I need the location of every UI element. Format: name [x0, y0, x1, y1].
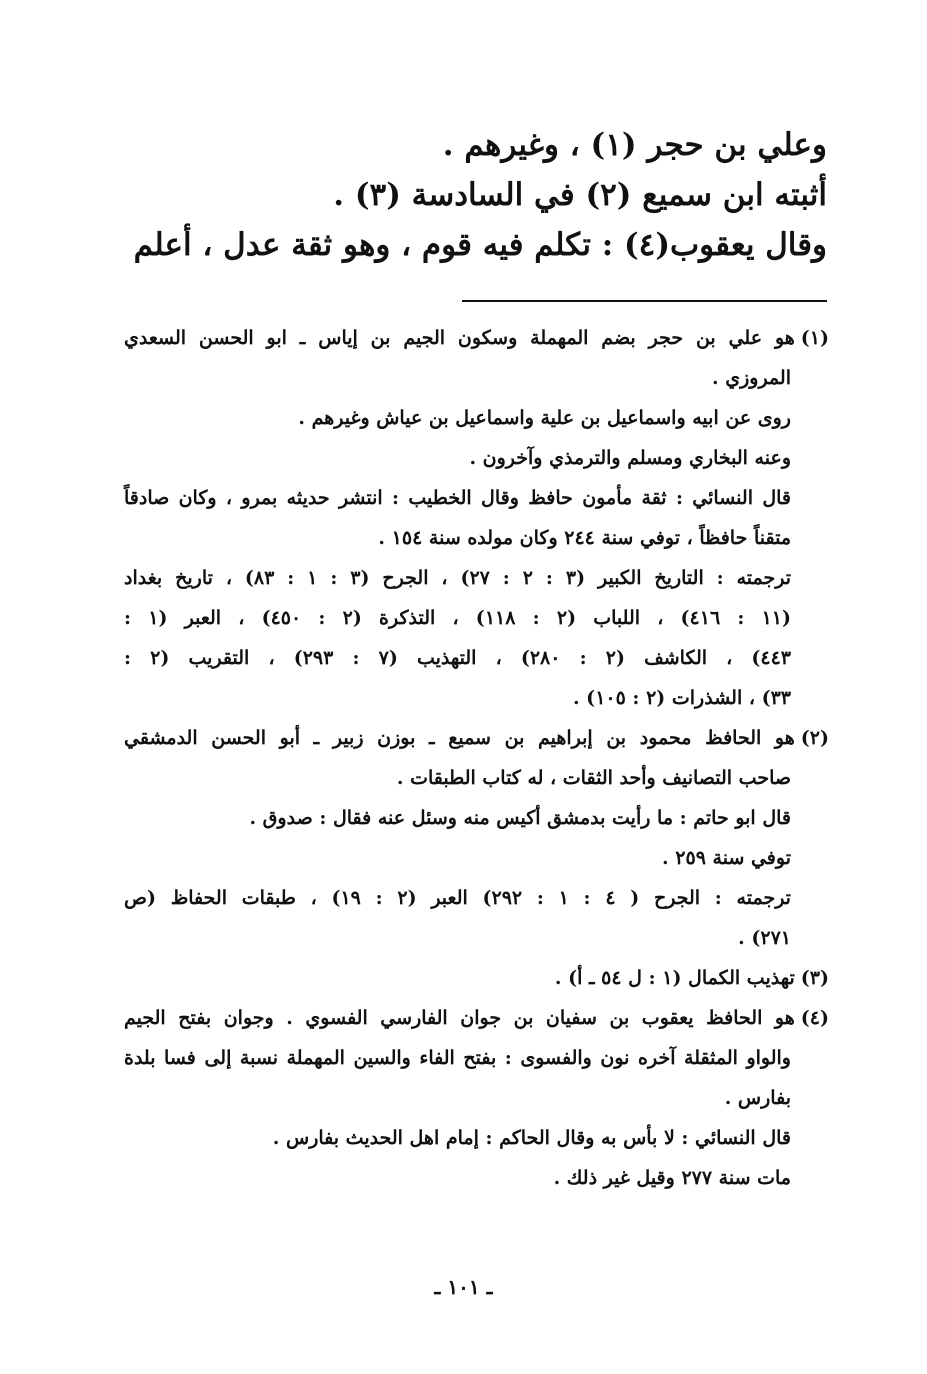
footnote-1 — [124, 318, 829, 718]
footnote-line: قال ابو حاتم : ما رأيت بدمشق أكيس منه وسئل عنه فقال : صدوق . — [249, 807, 791, 829]
footnote-line: ترجمته : الجرح ( ٤ : ١ : ٢٩٢) العبر (٢ : ١٩) ، طبقات الحفاظ (ص — [124, 887, 791, 909]
footnote-number: (٤) — [800, 1007, 829, 1029]
footnote-line: متقناً حافظاً ، توفي سنة ٢٤٤ وكان مولده سنة ١٥٤ . — [378, 527, 791, 549]
footnote-line: صاحب التصانيف وأحد الثقات ، له كتاب الطبقات . — [396, 767, 791, 789]
footnote-line: (٢)هو الحافظ محمود بن إبراهيم بن سميع ـ بوزن زبير ـ أبو الحسن الدمشقي — [124, 727, 829, 749]
footnote-line: ٣٣) ، الشذرات (٢ : ١٠٥) . — [572, 687, 791, 709]
footnote-2 — [124, 718, 829, 958]
footnotes — [124, 318, 829, 1198]
page-number: ـ ١٠١ ـ — [434, 1275, 493, 1299]
footnote-line: ٢٧١) . — [738, 927, 791, 949]
footnote-number: (٢) — [800, 727, 829, 749]
footnote-line: وعنه البخاري ومسلم والترمذي وآخرون . — [469, 447, 791, 469]
footnote-line: (١)هو علي بن حجر بضم المهملة وسكون الجيم بن إياس ـ ابو الحسن السعدي — [124, 327, 829, 349]
footnote-line: مات سنة ٢٧٧ وقيل غير ذلك . — [553, 1167, 791, 1189]
footnote-separator — [462, 300, 827, 302]
footnote-line: ترجمته : التاريخ الكبير (٣ : ٢ : ٢٧) ، الجرح (٣ : ١ : ٨٣) ، تاريخ بغداد — [124, 567, 792, 589]
footnote-number: (٣) — [800, 967, 829, 989]
footnote-line: (٣)تهذيب الكمال (١ : ل ٥٤ ـ أ) . — [554, 967, 829, 989]
footnote-line: توفي سنة ٢٥٩ . — [662, 847, 791, 869]
main-text-line: أثبته ابن سميع (٢) في السادسة (٣) . — [333, 177, 827, 213]
footnote-line: (٤)هو الحافظ يعقوب بن سفيان بن جوان الفارسي الفسوي . وجوان بفتح الجيم — [124, 1007, 829, 1029]
footnote-line: (١١ : ٤١٦) ، اللباب (٢ : ١١٨) ، التذكرة (٢ : ٤٥٠) ، العبر (١ : — [124, 607, 791, 629]
main-text-line: وقال يعقوب(٤) : تكلم فيه قوم ، وهو ثقة عدل ، أعلم — [133, 227, 827, 263]
footnote-number: (١) — [800, 327, 829, 349]
footnote-4 — [124, 998, 829, 1198]
footnote-3 — [124, 958, 829, 998]
footnote-line: المروزي . — [712, 367, 791, 389]
main-text-line: وعلي بن حجر (١) ، وغيرهم . — [442, 127, 827, 163]
footnote-line: ٤٤٣) ، الكاشف (٢ : ٢٨٠) ، التهذيب (٧ : ٢٩٣) ، التقريب (٢ : — [124, 647, 792, 669]
footnote-line: روى عن ابيه واسماعيل بن علية واسماعيل بن عياش وغيرهم . — [298, 407, 791, 429]
main-text — [127, 120, 827, 270]
footnote-line: والواو المثقلة آخره نون والفسوى : بفتح الفاء والسين المهملة نسبة إلى فسا بلدة — [124, 1047, 791, 1069]
footnote-line: قال النسائي : لا بأس به وقال الحاكم : إمام اهل الحديث بفارس . — [272, 1127, 791, 1149]
footnote-line: قال النسائي : ثقة مأمون حافظ وقال الخطيب : انتشر حديثه بمرو ، وكان صادقاً — [124, 487, 791, 509]
footnote-line: بفارس . — [724, 1087, 791, 1109]
